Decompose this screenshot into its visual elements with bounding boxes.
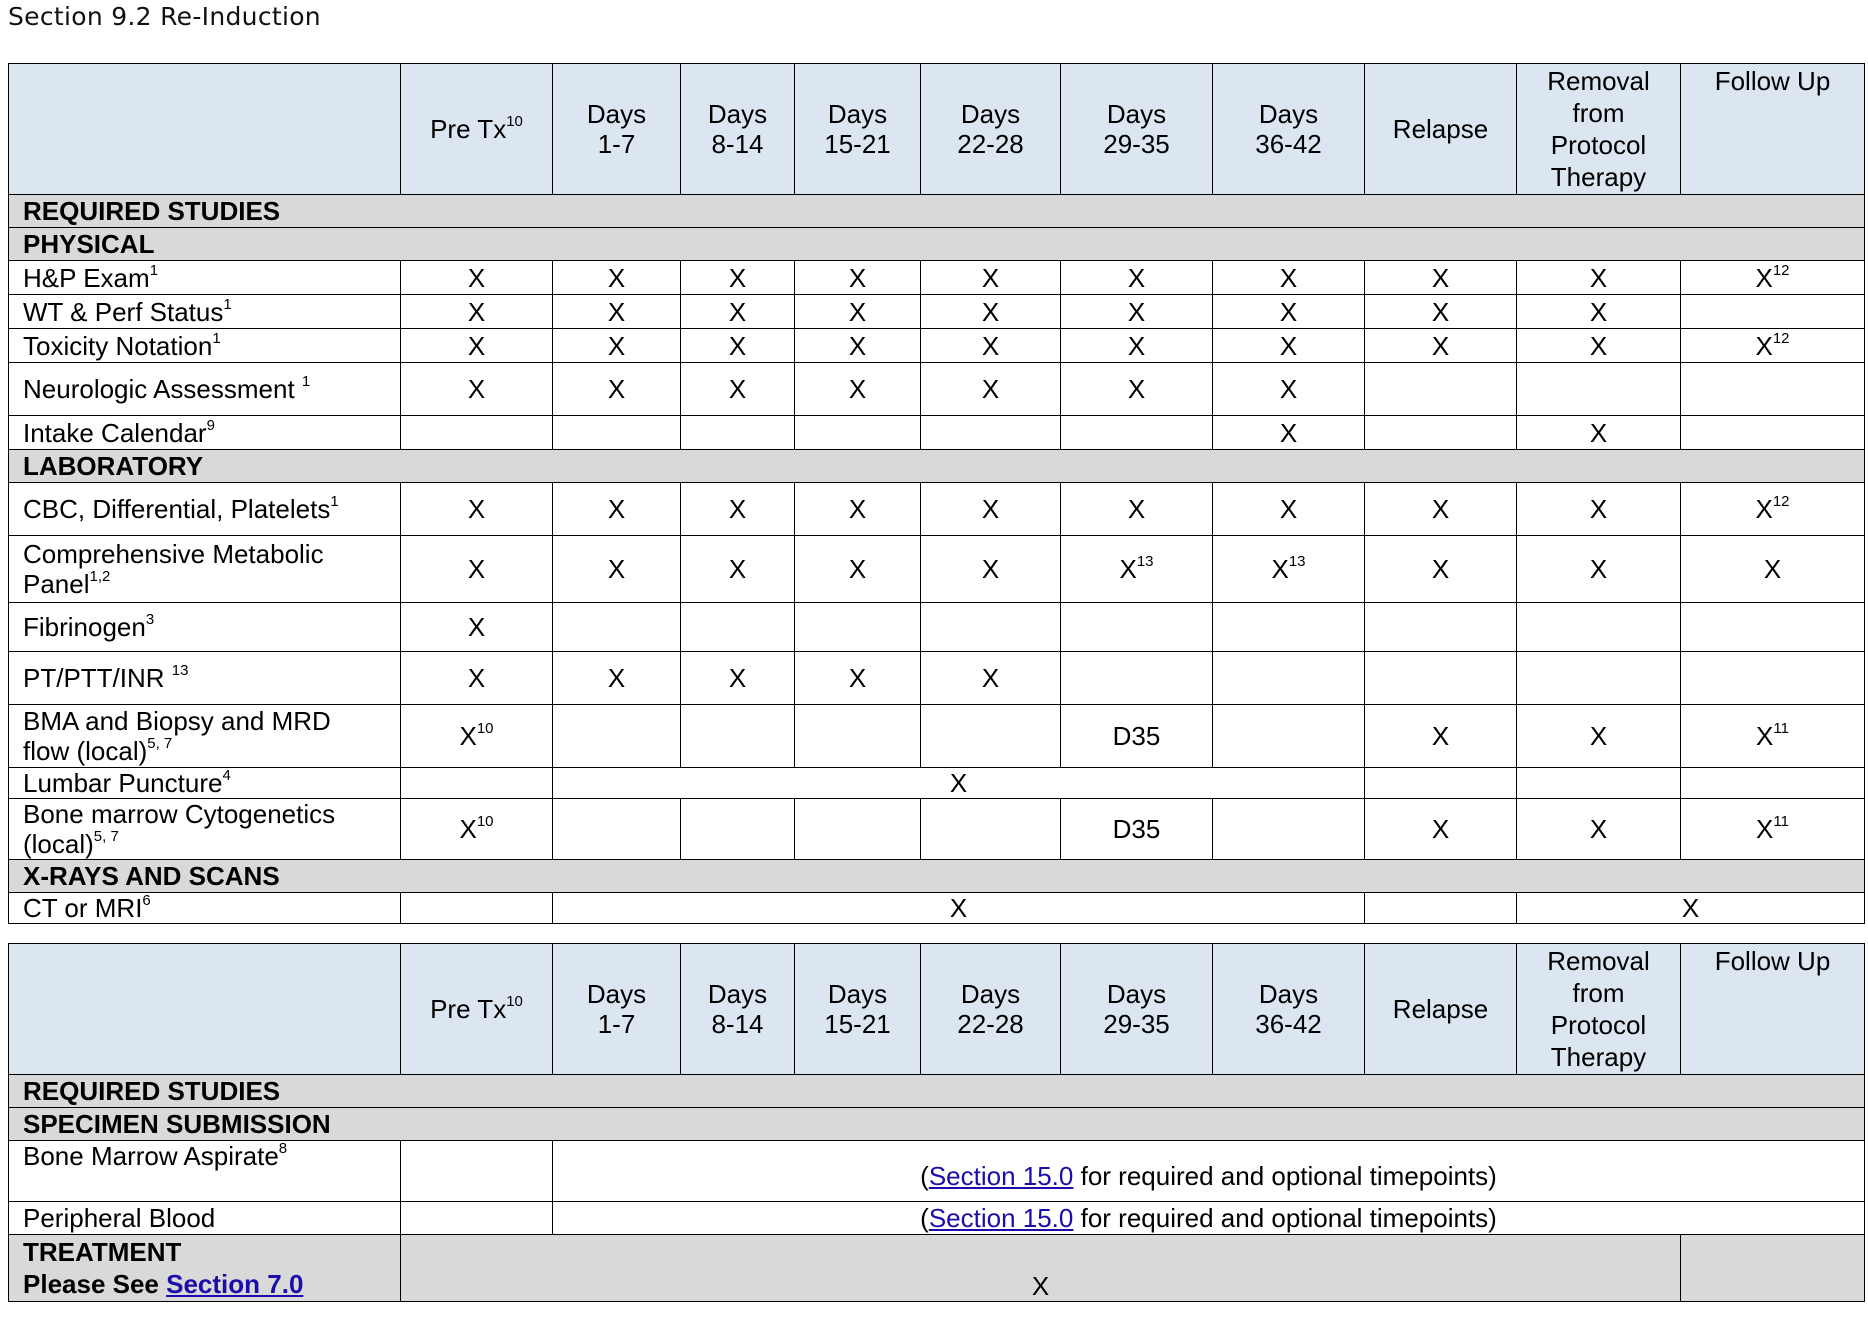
footnote-superscript: 10: [506, 993, 523, 1011]
footnote-superscript: 6: [142, 892, 151, 910]
footnote-superscript: 12: [1772, 329, 1790, 347]
schedule-mark-cell: X: [553, 363, 681, 416]
cell-text: X: [1755, 330, 1773, 361]
cell-text: 15-21: [824, 1009, 891, 1039]
header-days-22-28: [921, 944, 1061, 1075]
cell-text: Days: [586, 979, 647, 1009]
empty-cell: [1517, 603, 1681, 652]
schedule-mark-cell: X: [553, 483, 681, 536]
footnote-superscript: 1: [212, 329, 221, 347]
section-15-link[interactable]: Section 15.0: [928, 1203, 1074, 1233]
schedule-mark-cell: X: [1365, 483, 1517, 536]
header-follow-up: Follow Up: [1681, 64, 1865, 195]
empty-cell: [1681, 416, 1865, 450]
header-relapse: Relapse: [1365, 944, 1517, 1075]
cell-text: Pre Tx: [430, 994, 507, 1024]
schedule-mark-cell: X: [553, 261, 681, 295]
schedule-mark-cell: SPECIMEN SUBMISSION: [9, 1108, 1865, 1141]
schedule-mark-cell: X: [1517, 705, 1681, 768]
empty-cell: [795, 603, 921, 652]
schedule-mark-cell: X: [921, 652, 1061, 705]
schedule-mark-cell: X: [401, 363, 553, 416]
header-days-1-7: [553, 64, 681, 195]
header-days-15-21: [795, 944, 921, 1075]
header-days-1-7: [553, 944, 681, 1075]
header-row: [9, 64, 1865, 195]
section-physical: [9, 228, 1865, 261]
table-row: [9, 1202, 1865, 1235]
cell-text: X: [1756, 814, 1774, 844]
empty-cell: [681, 799, 795, 860]
schedule-mark-cell: REQUIRED STUDIES: [9, 1075, 1865, 1108]
empty-cell: [1365, 893, 1517, 924]
schedule-mark-cell: X: [681, 483, 795, 536]
empty-cell: [1365, 363, 1517, 416]
cell-text: 1-7: [597, 129, 636, 159]
header-relapse: Relapse: [1365, 64, 1517, 195]
cell-text: CBC, Differential, Platelets: [23, 494, 331, 524]
table-row: [9, 261, 1865, 295]
footnote-superscript: 11: [1773, 813, 1789, 831]
cell-text: 15-21: [824, 129, 891, 159]
section-laboratory: [9, 450, 1865, 483]
schedule-mark-cell: X: [1365, 536, 1517, 603]
cell-text: for required and optional timepoints): [1073, 1203, 1497, 1233]
row-label: [9, 799, 401, 860]
header-blank: [9, 944, 401, 1075]
row-label: [9, 329, 401, 363]
cell-text: CT or MRI: [23, 893, 143, 923]
section-title: Section 9.2 Re-Induction: [8, 2, 321, 31]
cell-text: Lumbar Puncture: [23, 768, 223, 798]
empty-cell: [795, 705, 921, 768]
row-label: [9, 705, 401, 768]
cell-text: Days: [960, 99, 1021, 129]
cell-text: X: [1271, 554, 1289, 584]
cell-text: Days: [1258, 979, 1319, 1009]
table-row: [9, 603, 1865, 652]
cell-text: Intake Calendar: [23, 417, 207, 448]
footnote-superscript: 13: [171, 662, 189, 680]
empty-cell: [1365, 416, 1517, 450]
schedule-mark-cell: X: [795, 536, 921, 603]
empty-cell: [401, 1141, 553, 1202]
empty-cell: [401, 768, 553, 799]
schedule-mark-cell: X: [401, 536, 553, 603]
header-pre-tx: [401, 64, 553, 195]
schedule-mark-cell: [1681, 483, 1865, 536]
empty-cell: [1061, 603, 1213, 652]
cell-text: Bone marrow Cytogenetics: [23, 799, 336, 829]
cell-text: 22-28: [957, 1009, 1024, 1039]
cell-text: X: [1755, 494, 1773, 524]
cell-text: Days: [827, 979, 888, 1009]
schedule-mark-cell: X: [1213, 363, 1365, 416]
schedule-mark-cell: D35: [1061, 799, 1213, 860]
schedule-mark-cell: X: [921, 295, 1061, 329]
cell-text: Comprehensive Metabolic: [23, 539, 324, 569]
schedule-mark-cell: X: [1061, 295, 1213, 329]
empty-cell: [553, 416, 681, 450]
row-label: [9, 261, 401, 295]
cell-text: 29-35: [1103, 1009, 1170, 1039]
schedule-mark-cell: X: [795, 261, 921, 295]
cell-text: Days: [827, 99, 888, 129]
schedule-mark-cell: X: [401, 261, 553, 295]
empty-cell: [1681, 363, 1865, 416]
cell-text: Toxicity Notation: [23, 330, 213, 361]
cell-text: WT & Perf Status: [23, 296, 224, 327]
footnote-superscript: 1: [149, 261, 159, 279]
section-xrays-scans: [9, 860, 1865, 893]
empty-cell: [553, 603, 681, 652]
cell-text: Protocol: [1550, 130, 1647, 160]
schedule-mark-cell: X: [553, 295, 681, 329]
schedule-mark-cell: X: [1517, 295, 1681, 329]
empty-cell: [681, 603, 795, 652]
header-follow-up: Follow Up: [1681, 944, 1865, 1075]
cell-text: Fibrinogen: [23, 612, 146, 642]
schedule-mark-cell: X: [553, 329, 681, 363]
schedule-table-1: [8, 63, 1865, 924]
cell-text: Days: [1106, 99, 1167, 129]
table-row: [9, 295, 1865, 329]
cell-text: Days: [707, 979, 768, 1009]
schedule-mark-cell: X: [1213, 295, 1365, 329]
header-pre-tx: [401, 944, 553, 1075]
schedule-mark-cell: X: [553, 652, 681, 705]
empty-cell: [1681, 295, 1865, 329]
schedule-mark-cell: X: [1517, 799, 1681, 860]
schedule-mark-cell: X: [401, 329, 553, 363]
schedule-mark-cell: [1681, 799, 1865, 860]
cell-text: Removal: [1547, 946, 1650, 976]
empty-cell: [1681, 768, 1865, 799]
schedule-mark-cell: REQUIRED STUDIES: [9, 195, 1865, 228]
cell-text: 8-14: [711, 129, 764, 159]
row-label: [9, 363, 401, 416]
cell-text: Days: [960, 979, 1021, 1009]
cell-text: 8-14: [711, 1009, 764, 1039]
schedule-mark-cell: X: [1213, 483, 1365, 536]
specimen-note: [553, 1202, 1865, 1235]
cell-text: Days: [586, 99, 647, 129]
cell-text: Protocol: [1550, 1010, 1647, 1040]
header-days-29-35: [1061, 944, 1213, 1075]
cell-text: X: [459, 814, 477, 844]
schedule-mark-cell: X: [921, 363, 1061, 416]
empty-cell: [1681, 603, 1865, 652]
empty-cell: [1061, 652, 1213, 705]
empty-cell: [1681, 1235, 1865, 1302]
schedule-mark-cell: X: [681, 295, 795, 329]
empty-cell: [795, 799, 921, 860]
empty-cell: [1681, 652, 1865, 705]
schedule-mark-cell: X: [553, 768, 1365, 799]
row-label: [9, 603, 401, 652]
header-days-36-42: [1213, 64, 1365, 195]
schedule-mark-cell: X: [1517, 261, 1681, 295]
empty-cell: [1365, 652, 1517, 705]
footnote-superscript: 13: [1288, 553, 1306, 571]
schedule-mark-cell: X: [553, 893, 1365, 924]
empty-cell: [681, 705, 795, 768]
schedule-table-2: [8, 943, 1865, 1302]
schedule-mark-cell: X: [401, 603, 553, 652]
header-days-22-28: [921, 64, 1061, 195]
schedule-mark-cell: X: [795, 483, 921, 536]
cell-text: Therapy: [1550, 1042, 1647, 1072]
footnote-superscript: 11: [1773, 720, 1789, 738]
schedule-mark-cell: X: [795, 652, 921, 705]
empty-cell: [1213, 652, 1365, 705]
schedule-mark-cell: X: [1517, 893, 1865, 924]
header-blank: [9, 64, 401, 195]
cell-text: 36-42: [1255, 129, 1322, 159]
cell-text: 1-7: [597, 1009, 636, 1039]
header-days-36-42: [1213, 944, 1365, 1075]
row-label: [9, 416, 401, 450]
schedule-mark-cell: X: [681, 363, 795, 416]
row-label: [9, 652, 401, 705]
row-label: [9, 295, 401, 329]
cell-text: X: [459, 721, 477, 751]
footnote-superscript: 12: [1772, 261, 1790, 279]
table-row: [9, 652, 1865, 705]
table-row: [9, 329, 1865, 363]
cell-text: from: [1572, 98, 1625, 128]
empty-cell: [1517, 652, 1681, 705]
cell-text: Days: [1258, 99, 1319, 129]
cell-text: for required and optional timepoints): [1073, 1161, 1497, 1191]
specimen-note: [553, 1141, 1865, 1202]
schedule-mark-cell: X: [1213, 416, 1365, 450]
table-row: [9, 363, 1865, 416]
table-row: [9, 1141, 1865, 1202]
cell-text: (: [920, 1161, 929, 1191]
cell-text: Panel: [23, 569, 90, 599]
header-removal: [1517, 944, 1681, 1075]
schedule-mark-cell: X: [1365, 295, 1517, 329]
footnote-superscript: 1: [301, 373, 311, 391]
cell-text: flow (local): [23, 736, 148, 766]
schedule-mark-cell: X: [1365, 261, 1517, 295]
treatment-label: [9, 1235, 401, 1302]
schedule-mark-cell: X: [1365, 705, 1517, 768]
schedule-mark-cell: X: [401, 652, 553, 705]
footnote-superscript: 1: [330, 493, 339, 511]
schedule-mark-cell: X: [795, 295, 921, 329]
schedule-mark-cell: X: [553, 536, 681, 603]
cell-text: TREATMENT: [23, 1237, 182, 1267]
row-label: [9, 768, 401, 799]
empty-cell: [795, 416, 921, 450]
table-row: [9, 705, 1865, 768]
schedule-mark-cell: X: [921, 329, 1061, 363]
schedule-mark-cell: X: [1061, 329, 1213, 363]
footnote-superscript: 5, 7: [93, 828, 119, 846]
table-row: [9, 483, 1865, 536]
cell-text: Neurologic Assessment: [23, 374, 302, 404]
schedule-mark-cell: [401, 705, 553, 768]
treatment-row: [9, 1235, 1865, 1302]
row-label: [9, 893, 401, 924]
schedule-mark-cell: X: [921, 483, 1061, 536]
section-required-studies: [9, 195, 1865, 228]
schedule-mark-cell: X: [1517, 329, 1681, 363]
header-removal: [1517, 64, 1681, 195]
cell-text: PT/PTT/INR: [23, 663, 172, 693]
cell-text: BMA and Biopsy and MRD: [23, 706, 331, 736]
footnote-superscript: 4: [222, 767, 231, 785]
footnote-superscript: 10: [476, 720, 494, 738]
table-row: [9, 768, 1865, 799]
schedule-mark-cell: X: [681, 261, 795, 295]
schedule-mark-cell: X: [1213, 261, 1365, 295]
row-label: Peripheral Blood: [9, 1202, 401, 1235]
empty-cell: [401, 1202, 553, 1235]
row-label: [9, 1141, 401, 1202]
footnote-superscript: 13: [1136, 553, 1154, 571]
schedule-mark-cell: X: [1061, 363, 1213, 416]
cell-text: X: [1119, 554, 1137, 584]
schedule-mark-cell: X: [795, 329, 921, 363]
schedule-mark-cell: X: [1517, 483, 1681, 536]
schedule-mark-cell: X: [1517, 416, 1681, 450]
cell-text: Removal: [1547, 66, 1650, 96]
schedule-mark-cell: X: [1365, 799, 1517, 860]
empty-cell: [401, 893, 553, 924]
empty-cell: [921, 416, 1061, 450]
cell-text: (: [920, 1203, 929, 1233]
empty-cell: [1213, 799, 1365, 860]
schedule-mark-cell: X: [681, 329, 795, 363]
cell-text: (local): [23, 829, 94, 859]
empty-cell: [1061, 416, 1213, 450]
schedule-mark-cell: PHYSICAL: [9, 228, 1865, 261]
footnote-superscript: 9: [206, 416, 215, 434]
schedule-mark-cell: [1681, 705, 1865, 768]
schedule-mark-cell: [401, 799, 553, 860]
schedule-mark-cell: [1213, 536, 1365, 603]
schedule-mark-cell: LABORATORY: [9, 450, 1865, 483]
empty-cell: [1365, 768, 1517, 799]
schedule-mark-cell: [1681, 261, 1865, 295]
row-label: [9, 536, 401, 603]
section-15-link[interactable]: Section 15.0: [928, 1161, 1074, 1191]
footnote-superscript: 3: [145, 611, 155, 629]
empty-cell: [1365, 603, 1517, 652]
cell-text: X: [1756, 721, 1774, 751]
empty-cell: [1213, 603, 1365, 652]
cell-text: 22-28: [957, 129, 1024, 159]
schedule-mark-cell: X: [1213, 329, 1365, 363]
empty-cell: [921, 603, 1061, 652]
section-specimen-submission: [9, 1108, 1865, 1141]
schedule-mark-cell: D35: [1061, 705, 1213, 768]
cell-text: Days: [707, 99, 768, 129]
schedule-mark-cell: X: [1061, 483, 1213, 536]
header-days-15-21: [795, 64, 921, 195]
table-row: [9, 536, 1865, 603]
schedule-mark-cell: X: [1061, 261, 1213, 295]
cell-text: Therapy: [1550, 162, 1647, 192]
empty-cell: [1517, 768, 1681, 799]
schedule-mark-cell: X: [795, 363, 921, 416]
row-label: [9, 483, 401, 536]
treatment-mark: X: [401, 1235, 1681, 1302]
schedule-mark-cell: X: [401, 295, 553, 329]
table-row: [9, 893, 1865, 924]
cell-text: X: [1755, 262, 1773, 293]
empty-cell: [401, 416, 553, 450]
section-required-studies: [9, 1075, 1865, 1108]
empty-cell: [681, 416, 795, 450]
header-row: [9, 944, 1865, 1075]
cell-text: 36-42: [1255, 1009, 1322, 1039]
schedule-mark-cell: X: [1681, 536, 1865, 603]
footnote-superscript: 5, 7: [147, 735, 173, 753]
empty-cell: [553, 799, 681, 860]
footnote-superscript: 8: [278, 1140, 288, 1158]
header-days-29-35: [1061, 64, 1213, 195]
empty-cell: [921, 799, 1061, 860]
footnote-superscript: 1: [223, 295, 232, 313]
schedule-mark-cell: X: [401, 483, 553, 536]
header-days-8-14: [681, 944, 795, 1075]
footnote-superscript: 10: [476, 813, 494, 831]
schedule-mark-cell: [1061, 536, 1213, 603]
schedule-mark-cell: X-RAYS AND SCANS: [9, 860, 1865, 893]
schedule-mark-cell: X: [921, 261, 1061, 295]
empty-cell: [1213, 705, 1365, 768]
cell-text: H&P Exam: [23, 262, 150, 293]
schedule-mark-cell: X: [681, 652, 795, 705]
schedule-mark-cell: [1681, 329, 1865, 363]
schedule-mark-cell: X: [921, 536, 1061, 603]
cell-text: Days: [1106, 979, 1167, 1009]
cell-text: Bone Marrow Aspirate: [23, 1141, 279, 1171]
empty-cell: [921, 705, 1061, 768]
cell-text: from: [1572, 978, 1625, 1008]
header-days-8-14: [681, 64, 795, 195]
empty-cell: [553, 705, 681, 768]
empty-cell: [1517, 363, 1681, 416]
section-7-link[interactable]: Section 7.0: [166, 1269, 304, 1299]
table-row: [9, 799, 1865, 860]
schedule-mark-cell: X: [1365, 329, 1517, 363]
cell-text: Please See: [23, 1269, 167, 1299]
cell-text: Pre Tx: [430, 114, 507, 144]
schedule-mark-cell: X: [1517, 536, 1681, 603]
table-row: [9, 416, 1865, 450]
footnote-superscript: 12: [1772, 493, 1790, 511]
cell-text: 29-35: [1103, 129, 1170, 159]
schedule-mark-cell: X: [681, 536, 795, 603]
footnote-superscript: 1,2: [89, 568, 111, 586]
footnote-superscript: 10: [506, 113, 523, 131]
